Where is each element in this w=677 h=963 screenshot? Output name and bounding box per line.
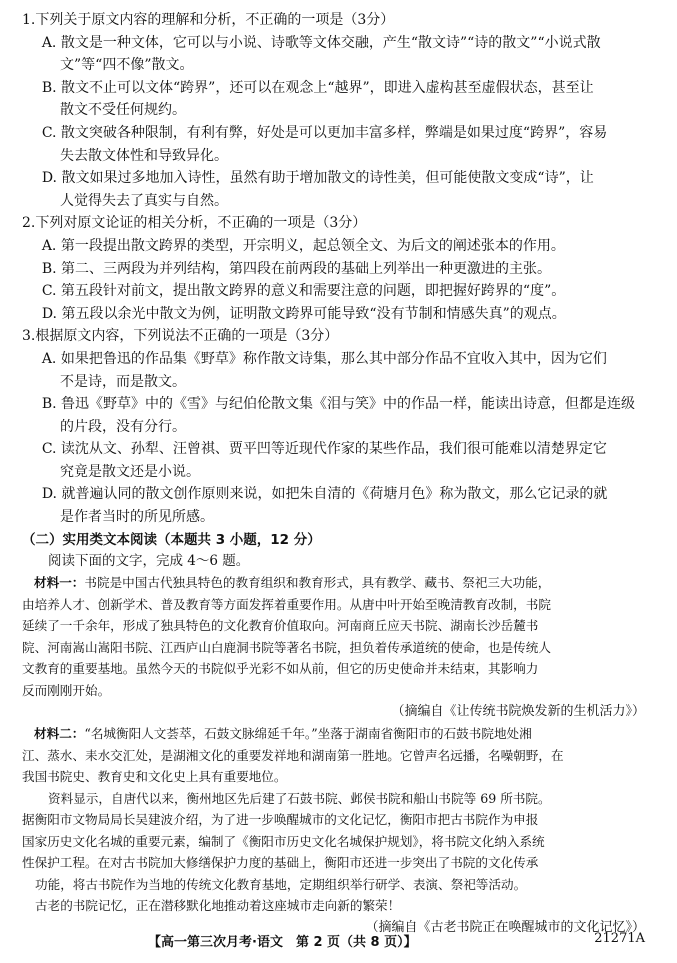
section-heading: （二）实用类文本阅读（本题共 3 小题，12 分） xyxy=(22,531,321,548)
question-3-option-c xyxy=(41,438,647,483)
option-line: 究竟是散文还是小说。 xyxy=(60,463,200,480)
option-line: A. 散文是一种文体，它可以与小说、诗歌等文体交融，产生“散文诗”“诗的散文”“小说式散 xyxy=(41,34,601,51)
footer-code: 21271A xyxy=(594,931,645,946)
question-3-option-b xyxy=(41,393,647,438)
page-footer xyxy=(0,931,677,951)
question-1-option-d xyxy=(41,167,647,212)
question-1-option-b xyxy=(41,77,647,122)
option-line: B. 散文不止可以文体“跨界”，还可以在观念上“越界”，即进入虚构甚至虚假状态，甚至让 xyxy=(41,79,594,96)
material-line: 延续了一千余年，形成了独具特色的文化教育价值取向。河南商丘应天书院、湖南长沙岳麓书 xyxy=(22,618,539,634)
material-2-source: （摘编自《古老书院正在唤醒城市的文化记忆》） xyxy=(365,919,645,935)
option-line: B. 鲁迅《野草》中的《雪》与纪伯伦散文集《泪与笑》中的作品一样，能读出诗意，但都是连级 xyxy=(41,396,635,413)
material-line: 书院是中国古代独具特色的教育组织和教育形式，具有教学、藏书、祭祀三大功能， xyxy=(84,575,551,591)
material-line: 我国书院史、教育史和文化史上具有重要地位。 xyxy=(22,769,287,785)
option-line: C. 读沈从文、孙犁、汪曾祺、贾平凹等近现代作家的某些作品，我们很可能难以清楚界定它 xyxy=(41,441,607,458)
question-2-option-b xyxy=(41,258,647,281)
material-2 xyxy=(22,723,647,917)
material-line: 性保护工程。在对古书院加大修缮保护力度的基础上，衡阳市还进一步突出了书院的文化传承 xyxy=(22,855,539,871)
question-2-option-a xyxy=(41,235,647,258)
material-2-first-line xyxy=(22,723,647,745)
question-3-option-d xyxy=(41,483,647,528)
material-closing-line: 古老的书院记忆，正在潜移默化地推动着这座城市走向新的繁荣！ xyxy=(35,898,401,914)
question-1-stem: 1.下列关于原文内容的理解和分析，不正确的一项是（3分） xyxy=(22,12,395,28)
question-2-option-c xyxy=(41,280,647,303)
material-line: “名城衡阳人文荟萃，石鼓文脉绵延千年。”坐落于湖南省衡阳市的石鼓书院地处湘 xyxy=(84,726,532,742)
material-1-source: （摘编自《让传统书院焕发新的生机活力》） xyxy=(391,704,645,720)
question-2-stem: 2.下列对原文论证的相关分析，不正确的一项是（3分） xyxy=(22,215,367,232)
material-line: 资料显示，自唐代以来，衡州地区先后建了石鼓书院、邺侯书院和船山书院等 69 所书院。 xyxy=(48,790,551,806)
option-line: A. 第一段提出散文跨界的类型，开宗明义，起总领全文、为后文的阐述张本的作用。 xyxy=(41,237,565,254)
question-2 xyxy=(22,212,647,325)
material-1-label: 材料一： xyxy=(34,575,85,591)
material-2-label: 材料二： xyxy=(34,726,85,742)
material-1-first-line xyxy=(22,572,647,594)
option-line: C. 散文突破各种限制，有利有弊，好处是可以更加丰富多样，弊端是如果过度“跨界”，容易 xyxy=(41,124,608,141)
option-line: 不是诗，而是散文。 xyxy=(60,373,186,390)
option-line: 的片段，没有分行。 xyxy=(60,418,186,435)
question-1-option-c xyxy=(41,122,647,167)
option-line: B. 第二、三两段为并列结构，第四段在前两段的基础上列举出一种更激进的主张。 xyxy=(41,260,551,277)
question-3-stem: 3.根据原文内容，下列说法不正确的一项是（3分） xyxy=(22,328,339,345)
material-line: 反而刚刚开始。 xyxy=(22,682,111,698)
material-line: 国家历史文化名城的重要元素，编制了《衡阳市历史文化名城保护规划》，将书院文化纳入系统 xyxy=(22,833,545,849)
question-1-option-a xyxy=(41,32,647,77)
option-line: 失去散文体性和导致异化。 xyxy=(60,147,228,164)
question-2-option-d xyxy=(41,303,647,326)
material-line: 功能，将古书院作为当地的传统文化教育基地，定期组织举行研学、表演、祭祀等活动。 xyxy=(35,876,527,892)
material-line: 由培养人才、创新学术、普及教育等方面发挥着重要作用。从唐中叶开始至晚清教育改制，书院 xyxy=(22,596,551,612)
question-3-option-a xyxy=(41,348,647,393)
option-line: 散文不受任何规约。 xyxy=(60,102,186,119)
material-1 xyxy=(22,572,647,701)
option-line: 人觉得失去了真实与自然。 xyxy=(60,192,228,209)
option-line: D. 第五段以余光中散文为例，证明散文跨界可能导致“没有节制和情感失真”的观点。 xyxy=(41,305,566,322)
option-line: 是作者当时的所见所感。 xyxy=(60,509,214,526)
option-line: C. 第五段针对前文，提出散文跨界的意义和需要注意的问题，即把握好跨界的“度”。 xyxy=(41,283,566,300)
question-1 xyxy=(22,9,647,212)
material-line: 据衡阳市文物局局长吴建波介绍，为了进一步唤醒城市的文化记忆，衡阳市把古书院作为申报 xyxy=(22,812,539,828)
section-intro: 阅读下面的文字，完成 4～6 题。 xyxy=(48,552,250,569)
option-line: D. 散文如果过多地加入诗性，虽然有助于增加散文的诗性美，但可能使散文变成“诗”，让 xyxy=(41,170,594,187)
footer-title: 【高一第三次月考·语文 第 2 页（共 8 页）】 xyxy=(148,935,417,950)
option-line: A. 如果把鲁迅的作品集《野草》称作散文诗集，那么其中部分作品不宜收入其中，因为它们 xyxy=(41,350,607,367)
material-line: 文教育的重要基地。虽然今天的书院似乎光彩不如从前，但它的历史使命并未结束，其影响力 xyxy=(22,661,539,677)
material-line: 江、蒸水、耒水交汇处，是湖湘文化的重要发祥地和湖南第一胜地。它曾声名远播，名噪朝野，在 xyxy=(22,747,564,763)
question-3 xyxy=(22,325,647,528)
option-line: 文”等“四不像”散文。 xyxy=(60,57,194,74)
option-line: D. 就普遍认同的散文创作原则来说，如把朱自清的《荷塘月色》称为散文，那么它记录的就 xyxy=(41,486,608,503)
material-line: 院、河南嵩山嵩阳书院、江西庐山白鹿洞书院等著名书院，担负着传承道统的使命，也是传统人 xyxy=(22,639,551,655)
